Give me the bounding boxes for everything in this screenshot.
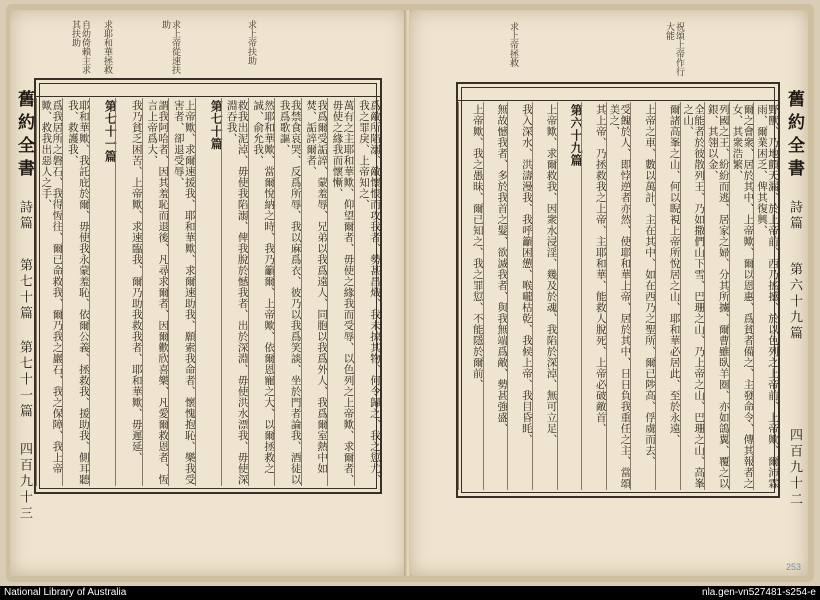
text-column: 受餽於人、即悖逆者亦然、使耶和華上帝、居於其中、日日負我重任之主、當頌美之、 [606,102,631,490]
text-column: 萬有之主耶和華歟、仰望爾者、毋使之緣我而受辱、以色列之上帝歟、求爾者、毋使之緣我而懷慚、 [327,98,353,486]
text-column: 爲我居所之磐石、我得恆往、爾已命救我、爾乃我之巖石、我之保障、我上帝歟、救我出惡人之手、 [36,98,62,486]
top-note: 祝頌上帝作行大能 [664,22,684,76]
page-number: 四百九十二 [787,428,802,508]
footer-bar [0,586,820,600]
text-column: 然耶和華歟、當爾悅納之時、我乃籲爾、上帝歟、依爾恩寵之大、以爾拯救之誠、俞允我、 [248,98,274,486]
text-column: 野獸、乃地顫天漏、於上帝前、西乃搖撼、於以色列之上帝前、上帝歟、爾沛霖雨、爾業困乏、俾其復興、 [753,102,778,490]
book-title: 舊約全書 [784,90,804,182]
text-column: 無故憾我者、多於我首之髮、欲滅我者、與我無端爲敵、勢甚強盛、 [483,102,508,490]
top-note: 求耶和華拯救 [102,20,112,74]
page-number: 四百九十三 [17,442,32,522]
text-column: 耶和華歟、我託庇於爾、毋使我永蒙羞恥、依爾公義、拯救我、援助我、側耳聽我、救護我、 [62,98,88,486]
text-column: 全能者於彼散列王、乃如撒們山下雪、巴珊之山、乃上帝之山、巴珊之山、高峯之山、 [680,102,705,490]
text-column: 救我出泥淖、毋使我陷溺、俾我脫於憾我者、出於深淵、毋使洪水漂我、毋使深淵吞我、 [221,98,247,486]
section-name: 詩篇 [17,200,32,232]
verse-number-row [458,84,778,101]
text-column: 上帝歟、我之愚昧、爾已知之、我之罪愆、不能隱於爾前、 [458,102,483,490]
text-column: 上帝之車、數以萬計、主在其中、如在西乃之聖所、爾已陟高、俘虜而去、 [630,102,655,490]
top-note: 求上帝從速扶助 [160,20,180,74]
text-column: 其上帝、乃拯救我之上帝、主耶和華、能救人脫死、上帝必破敵首、 [581,102,606,490]
text-column: 我禁食哀哭、反爲所辱、我以麻爲衣、彼乃以我爲笑談、坐於門者論我、酒徒以我爲歌謳、 [274,98,300,486]
text-columns [458,102,778,490]
top-note: 求上帝扶助 [246,20,256,65]
section-name: 詩篇 [787,200,802,232]
top-note: 求上帝拯救 [508,22,518,67]
text-column: 我乃貧乏困苦、上帝歟、求速臨我、爾乃助我救我者、耶和華歟、毋遲延、 [115,98,141,486]
text-column: 爾之會衆、居於其中、上帝歟、爾以恩惠、爲貧者備之、主發命令、傳其報者之女、其衆浩繁、 [729,102,754,490]
footer-credit: National Library of Australia [4,587,127,598]
text-frame [456,82,780,498]
pencil-mark: 253 [786,562,802,572]
left-page [10,10,406,576]
chapter-ref: 第七十篇 [17,258,32,322]
text-columns [36,98,380,486]
right-page [410,10,808,576]
text-column: 爲敵所陷溺、敵懷恨而攻我者、勢甚昌熾、我未掠其物、何令歸之、我之愆尤、我之罪戾、上帝知之、 [354,98,380,486]
chapter-heading: 第七十一篇 [89,98,115,486]
verse-number-row [36,80,380,97]
text-column: 爾諸高峯之山、何以睨視上帝所悅居之山、耶和華必居此、至於永遠、 [655,102,680,490]
chapter-heading: 第六十九篇 [557,102,582,490]
text-column: 上帝歟、求爾速援我、耶和華歟、求爾速助我、願索我命者、懷愧抱恥、樂我受害者、卻退受辱、 [168,98,194,486]
book-title: 舊約全書 [14,90,34,182]
chapter-ref: 第六十九篇 [787,262,802,342]
text-column: 謂我阿哈者、因其羞恥而退後、凡尋求爾者、因爾歡欣喜樂、凡愛爾救恩者、恆言上帝爲大、 [142,98,168,486]
top-note: 自幼倚賴主求其扶助 [70,20,90,74]
chapter-heading: 第七十篇 [195,98,221,486]
book-spread [6,4,814,582]
text-column: 上帝歟、求爾救我、因衆水浸淫、幾及於魂、我陷於深淖、無可立足、 [532,102,557,490]
footer-identifier: nla.gen-vn527481-s254-e [702,587,816,598]
text-column: 我爲爾受詬誶、蒙羞辱、兄弟以我爲遠人、同胞以我爲外人、我爲爾室熱中如焚、詬誶爾者、 [301,98,327,486]
text-frame [34,78,382,494]
text-column: 我入深水、洪濤漫我、我呼籲困憊、喉嚨枯乾、我候上帝、我目昏眊、 [507,102,532,490]
chapter-ref: 第七十一篇 [17,340,32,420]
text-column: 列國之王、紛紛而逃、居家之婦、分其所擄、爾曹雖臥羊圈、亦如鴿翼、覆之以銀、其翎以金、 [704,102,729,490]
